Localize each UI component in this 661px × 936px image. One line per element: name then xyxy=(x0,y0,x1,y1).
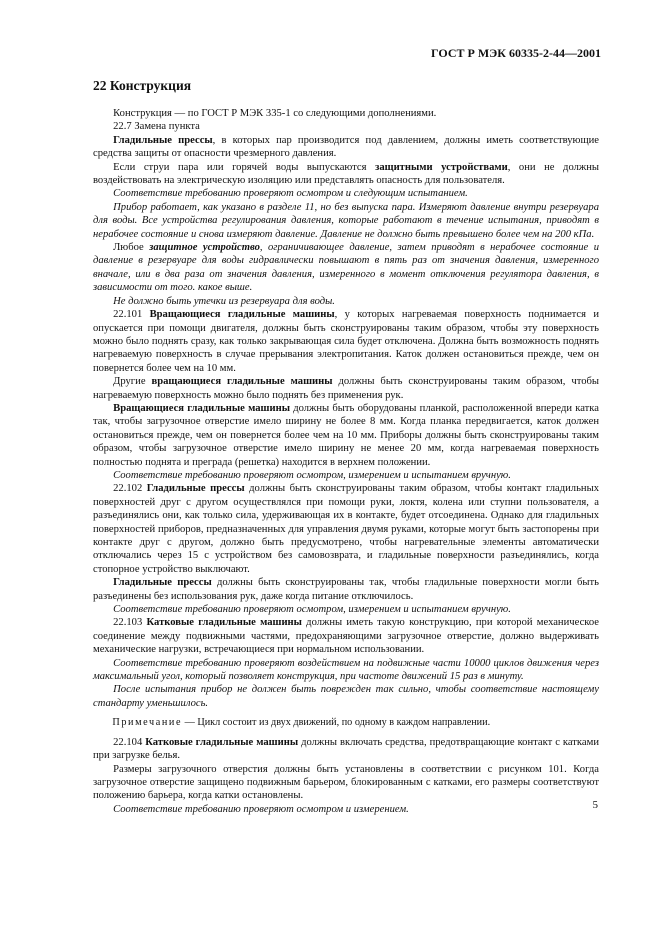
paragraph xyxy=(93,134,599,161)
term-bold: Гладильные прессы xyxy=(113,134,213,146)
paragraph-italic: Прибор работает, как указано в разделе 11, но без выпуска пара. Измеряют давление внутри резервуара для воды. Все устройства регулирования давления, которые работают в течение испытания, приводят в нерабочее состояние и снова измеряют давление. Давление не должно быть превышено более чем на 200 кПа. xyxy=(93,201,599,240)
note-label: Примечание xyxy=(112,717,183,729)
paragraph-italic: Соответствие требованию проверяют осмотром и следующим испытанием. xyxy=(113,188,468,200)
paragraph-text: Любое xyxy=(113,242,150,254)
paragraph-text: должны быть оборудованы планкой, расположенной впереди катка так, чтобы загрузочное отверстие имело ширину не более 8 мм. Когда планка передвигается, каток должен остановиться прежде, чем он повернется более чем на 10 мм. Приборы должны быть сконструированы таким образом, чтобы загрузочное отверстие имело ширину не менее 20 мм, когда нагреваемая поверхность полностью поднята и преграда (решетка) находится в верхнем положении. xyxy=(93,402,599,468)
clause-number: 22.102 xyxy=(113,483,147,495)
paragraph xyxy=(93,576,599,603)
paragraph: Размеры загрузочного отверстия должны быть установлены в соответствии с рисунком 101. Когда загрузочное отверстие защищено подвижным барьером, блокированным с катками, его размеры соответствуют положению барьера, когда катки остановлены. xyxy=(93,763,599,802)
note xyxy=(93,716,599,729)
paragraph-text: Если струи пара или горячей воды выпускаются xyxy=(113,161,376,173)
paragraph xyxy=(93,402,599,469)
term-bold: защитными устройствами xyxy=(375,161,508,173)
paragraph-text: должны быть сконструированы таким образом, чтобы контакт гладильных поверхностей друг с другом осуществлялся при помощи руки, локтя, колена или ступни пользователя, а разъединялись они, как только сила, удерживающая их в контакте, будет отсоединена. Однако для гладильных поверхностей приборов, предназначенных для управления двумя руками, которые могут быть застопорены при контакте друг с другом, должно быть предусмотрено, чтобы нагревательные элементы автоматически отключались через 15 с устройством без самовозврата, и гладильные поверхности разъединялись, когда стопорное устройство выключают. xyxy=(93,483,599,575)
page-number: 5 xyxy=(592,799,598,811)
paragraph: 22.7 Замена пункта xyxy=(113,121,200,133)
paragraph-text: , они не должны воздействовать на электрическую изоляцию или представлять опасность для пользователя. xyxy=(93,161,600,187)
document-body xyxy=(93,107,599,816)
paragraph-italic xyxy=(93,241,599,295)
term-bold: защитное устройство xyxy=(149,242,260,254)
paragraph-text: должны иметь такую конструкцию, при которой механическое соединение между подвижными частями, предохраняющими загрузочное отверстие, должно выдерживать механические нагрузки, встречающиеся при нормальном использовании. xyxy=(93,617,600,656)
paragraph-text: Другие xyxy=(113,376,152,388)
paragraph-italic: Соответствие требованию проверяют осмотром, измерением и испытанием вручную. xyxy=(113,469,511,481)
paragraph xyxy=(93,482,599,576)
paragraph-italic: После испытания прибор не должен быть поврежден так сильно, чтобы соответствие настоящему стандарту уменьшилось. xyxy=(93,684,599,709)
paragraph-text: , ограничивающее давление, затем приводят в нерабочее состояние и давление в резервуаре для воды гидравлически повышают в пять раз от значения давления, измеренного вначале, или в два раза от значения давления, измеренного в момент отключения регулятора давления, в зависимости от того. какое выше. xyxy=(93,242,599,294)
paragraph xyxy=(93,616,599,656)
paragraph xyxy=(93,308,599,375)
paragraph-text: должны включать средства, предотвращающие контакт с катками при загрузке белья. xyxy=(93,736,599,762)
clause-number: 22.104 xyxy=(113,736,146,748)
paragraph-text: должны быть сконструированы таким образом, чтобы нагреваемую поверхность можно было поднять без применения рук. xyxy=(93,376,600,401)
paragraph-italic: Соответствие требованию проверяют осмотром и измерением. xyxy=(113,803,409,815)
paragraph-text: , у которых нагреваемая поверхность поднимается и опускается при помощи двигателя, должны быть сконструированы таким образом, чтобы эту поверхность можно было поднять сразу, как только закрывающая сила будет отключена. Должна быть возможность поднять нагреваемую поверхность в случае прерывания электропитания. Каток должен остановиться прежде, чем он повернется более чем на 10 мм. xyxy=(93,309,600,374)
paragraph xyxy=(93,161,599,188)
note-text: — Цикл состоит из двух движений, по одному в каждом направлении. xyxy=(182,717,491,729)
paragraph xyxy=(93,736,599,763)
term-bold: Вращающиеся гладильные машины xyxy=(113,402,290,414)
term-bold: Катковые гладильные машины xyxy=(145,736,299,748)
paragraph-text: , в которых пар производится под давлением, должны иметь соответствующие средства защиты от опасности чрезмерного давления. xyxy=(93,134,599,160)
paragraph-italic: Соответствие требованию проверяют осмотром, измерением и испытанием вручную. xyxy=(113,604,511,616)
term-bold: Катковые гладильные машины xyxy=(146,617,302,629)
term-bold: Гладильные прессы xyxy=(146,483,245,495)
paragraph-text: должны быть сконструированы так, чтобы гладильные поверхности могли быть разъединены без использования рук, даже когда питание отключилось. xyxy=(93,577,599,602)
paragraph xyxy=(93,375,599,402)
clause-number: 22.101 xyxy=(113,309,150,321)
document-header: ГОСТ Р МЭК 60335-2-44—2001 xyxy=(431,46,601,60)
paragraph-italic: Не должно быть утечки из резервуара для воды. xyxy=(113,295,335,307)
term-bold: вращающиеся гладильные машины xyxy=(151,376,333,388)
term-bold: Гладильные прессы xyxy=(113,577,212,589)
paragraph-italic: Соответствие требованию проверяют воздействием на подвижные части 10000 циклов движения через максимальный угол, который позволяет конструкция, при частоте движений 15 раз в минуту. xyxy=(93,657,599,683)
section-title: 22 Конструкция xyxy=(93,78,192,93)
clause-number: 22.103 xyxy=(113,617,147,629)
paragraph: Конструкция — по ГОСТ Р МЭК 335-1 со следующими дополнениями. xyxy=(113,108,437,119)
term-bold: Вращающиеся гладильные машины xyxy=(149,309,335,321)
